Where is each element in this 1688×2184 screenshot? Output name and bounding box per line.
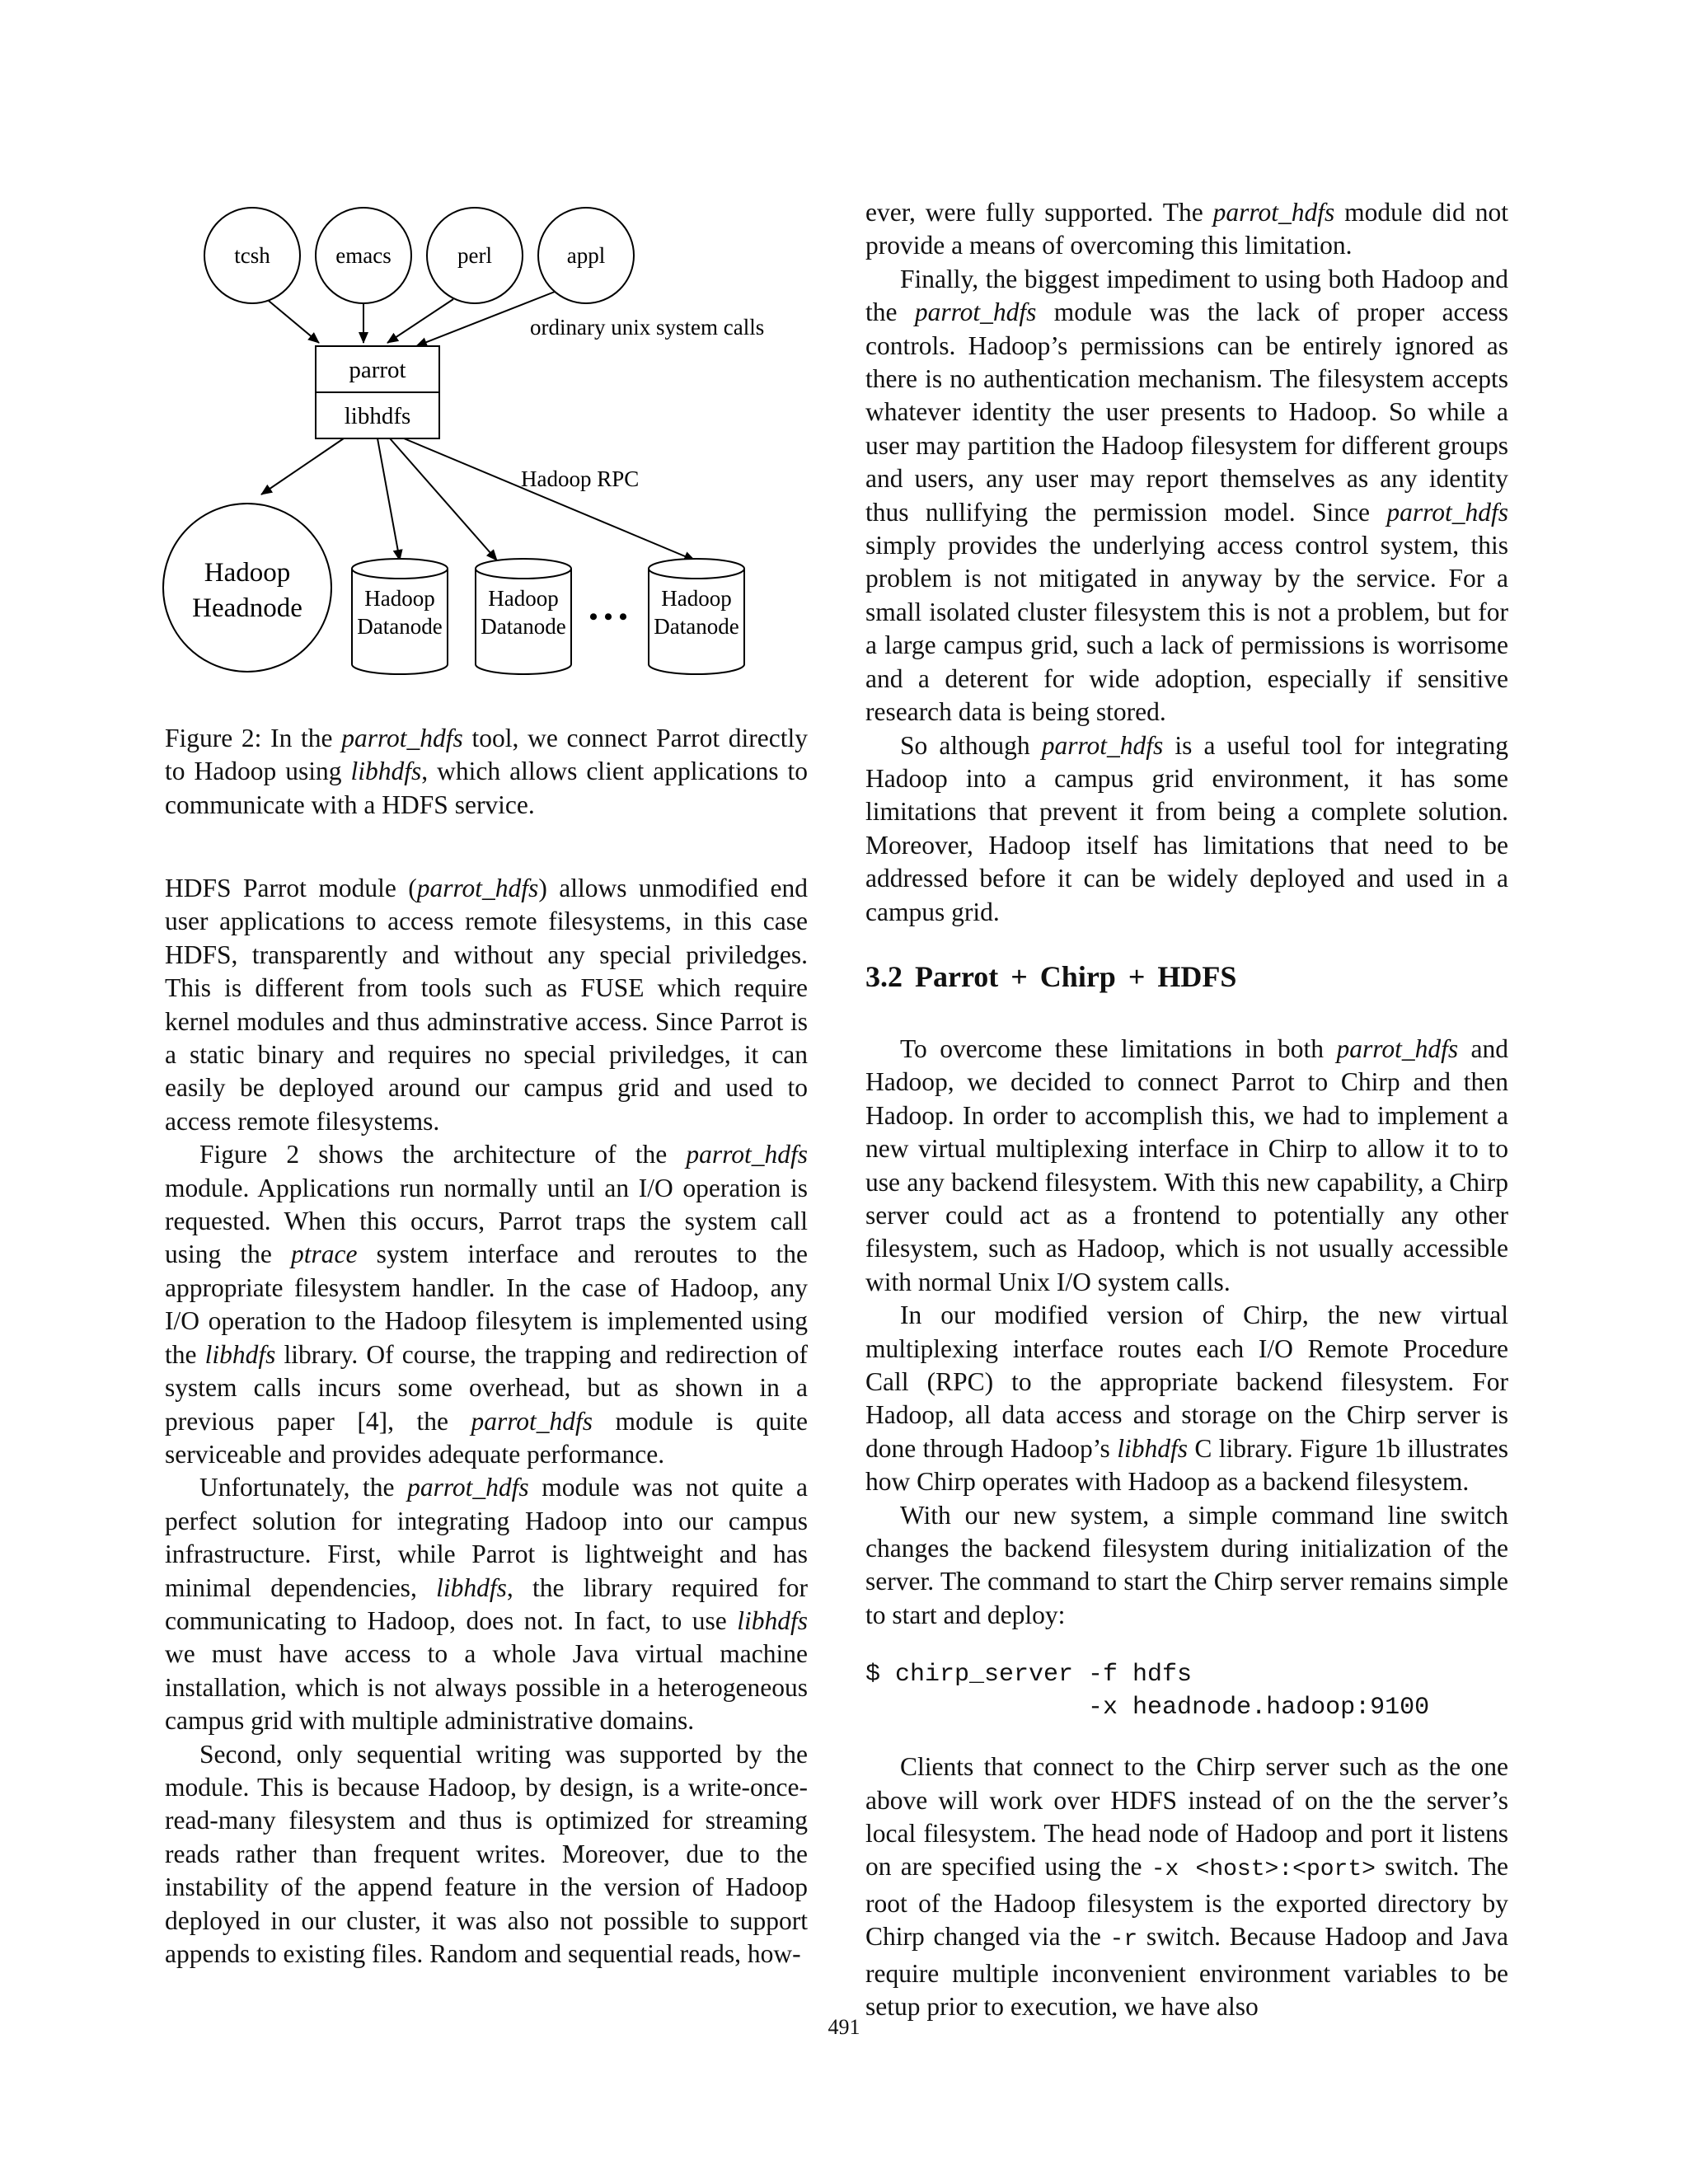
paragraph: ever, were fully supported. The parrot_hdfs module did not provide a means of overcoming this limitation. <box>865 198 1508 260</box>
paragraph: So although parrot_hdfs is a useful tool for integrating Hadoop into a campus grid environment, it has some limitations that prevent it from being a complete solution. Moreover, Hadoop itself has limitations that need to be addressed before it can be widely deployed and used in a campus grid. <box>865 730 1508 926</box>
code-line: -x headnode.hadoop:9100 <box>865 1694 1430 1722</box>
datanode-label: Datanode <box>357 614 443 639</box>
datanode-label: Hadoop <box>364 586 435 611</box>
process-perl <box>427 208 523 303</box>
caption-text: tool, we connect Parrot directly to Hadoop using <box>165 724 808 786</box>
code-line: $ chirp_server -f hdfs <box>865 1661 1193 1690</box>
paragraph: Second, only sequential writing was supported by the module. This is because Hadoop, by design, is a write-once-read-many filesystem and thus is optimized for streaming reads rather than frequent writes. Moreover, due to the instability of the append feature in the version of Hadoop deployed in our cluster, it was also not possible to support appends to existing files. Random and sequential reads, how- <box>165 1739 808 1968</box>
process-label: perl <box>457 243 492 268</box>
datanode-label: Datanode <box>481 614 566 639</box>
code-block <box>865 1658 1508 1724</box>
caption-text: Figure 2: In the <box>165 724 342 752</box>
left-column <box>165 872 808 1971</box>
right-column <box>865 196 1508 2024</box>
inline-code: -x <host>:<port> <box>1151 1857 1376 1883</box>
process-appl <box>538 208 634 303</box>
headnode-label: Hadoop <box>204 558 291 588</box>
datanode-label: Hadoop <box>488 586 559 611</box>
rpc-arrow <box>390 438 497 560</box>
process-label: emacs <box>335 243 392 268</box>
process-emacs <box>316 208 411 303</box>
paragraph: To overcome these limitations in both parrot_hdfs and Hadoop, we decided to connect Parrot to Chirp and then Hadoop. In order to accomplish this, we had to implement a new virtual multiplexing interface in Chirp to allow it to to use any backend filesystem. With this new capability, a Chirp server could act as a frontend to potentially any other filesystem, such as Hadoop, which is not usually accessible with normal Unix I/O system calls. <box>865 1033 1508 1296</box>
more-datanodes-ellipsis: • • • <box>588 603 628 630</box>
caption-lib-name: libhdfs <box>350 757 422 786</box>
process-tcsh <box>204 208 300 303</box>
figure-2-diagram <box>161 196 812 691</box>
figure-2-caption <box>165 722 808 822</box>
hadoop-datanode <box>352 559 448 674</box>
libhdfs-label: libhdfs <box>344 403 411 429</box>
page-number: 491 <box>828 2015 860 2039</box>
parrot-libhdfs-box <box>316 346 439 438</box>
paragraph: HDFS Parrot module (parrot_hdfs) allows unmodified end user applications to access remote filesystems, in this case HDFS, transparently and without any special priviledges. This is different from tools such as FUSE which require kernel modules and thus adminstrative access. Since Parrot is a static binary and requires no special priviledges, it can easily be deployed around our campus grid and used to access remote filesystems. <box>165 874 808 1136</box>
syscall-arrow <box>269 301 319 343</box>
datanode-label: Datanode <box>654 614 739 639</box>
hadoop-datanode <box>476 559 571 674</box>
inline-code: -r <box>1109 1927 1138 1953</box>
headnode-label: Headnode <box>192 593 302 623</box>
caption-text: , which allows client applications to communicate with a HDFS service. <box>165 757 808 819</box>
paragraph: Clients that connect to the Chirp server such as the one above will work over HDFS instead of on the the server’s local filesystem. The head node of Hadoop and port it listens on are specified using the -x <host>:<port> switch. The root of the Hadoop filesystem is the exported directory by Chirp changed via the -r switch. Because Hadoop and Java require multiple inconvenient environment variables to be setup prior to execution, we have also <box>865 1752 1509 2022</box>
process-label: tcsh <box>234 243 270 268</box>
paragraph: Unfortunately, the parrot_hdfs module was not quite a perfect solution for integrating Hadoop into our campus infrastructure. First, while Parrot is lightweight and has minimal dependencies, libhdfs, the library required for communicating to Hadoop, does not. In fact, to use libhdfs we must have access to a whole Java virtual machine installation, which is not always possible in a heterogeneous campus grid with multiple administrative domains. <box>165 1473 809 1736</box>
syscall-label: ordinary unix system calls <box>530 315 765 340</box>
rpc-arrow <box>404 438 695 560</box>
rpc-arrow <box>377 438 400 560</box>
datanode-label: Hadoop <box>661 586 732 611</box>
architecture-diagram <box>161 196 812 691</box>
parrot-label: parrot <box>349 357 406 383</box>
hadoop-datanode <box>649 559 744 674</box>
hadoop-headnode <box>163 504 331 672</box>
paragraph: Figure 2 shows the architecture of the parrot_hdfs module. Applications run normally until an I/O operation is requested. When this occurs, Parrot traps the system call using the ptrace system interface and reroutes to the appropriate filesystem handler. In the case of Hadoop, any I/O operation to the Hadoop filesytem is implemented using the libhdfs library. Of course, the trapping and redirection of system calls incurs some overhead, but as shown in a previous paper [4], the parrot_hdfs module is quite serviceable and provides adequate performance. <box>165 1140 809 1469</box>
process-label: appl <box>566 243 606 268</box>
caption-tool-name: parrot_hdfs <box>341 724 463 752</box>
rpc-arrow <box>261 438 344 494</box>
section-heading: 3.2 Parrot + Chirp + HDFS <box>865 959 1237 993</box>
paragraph: With our new system, a simple command line switch changes the backend filesystem during initialization of the server. The command to start the Chirp server remains simple to start and deploy: <box>865 1500 1508 1629</box>
paragraph: In our modified version of Chirp, the new virtual multiplexing interface routes each I/O Remote Procedure Call (RPC) to the appropriate backend filesystem. For Hadoop, all data access and storage on the Chirp server is done through Hadoop’s libhdfs C library. Figure 1b illustrates how Chirp operates with Hadoop as a backend filesystem. <box>865 1301 1508 1497</box>
paragraph: Finally, the biggest impediment to using both Hadoop and the parrot_hdfs module was the lack of proper access controls. Hadoop’s permissions can be entirely ignored as there is no authentication mechanism. The filesystem accepts whatever identity the user presents to Hadoop. So while a user may partition the Hadoop filesystem for different groups and users, any user may report themselves as any identity thus nullifying the permission model. Since parrot_hdfs simply provides the underlying access control system, this problem is not mitigated in anyway by the service. For a small isolated cluster filesystem this is not a problem, but for a large campus grid, such a lack of permissions is worrisome and a deterent for wide adoption, especially if sensitive research data is being stored. <box>865 264 1509 727</box>
rpc-label: Hadoop RPC <box>521 466 640 491</box>
